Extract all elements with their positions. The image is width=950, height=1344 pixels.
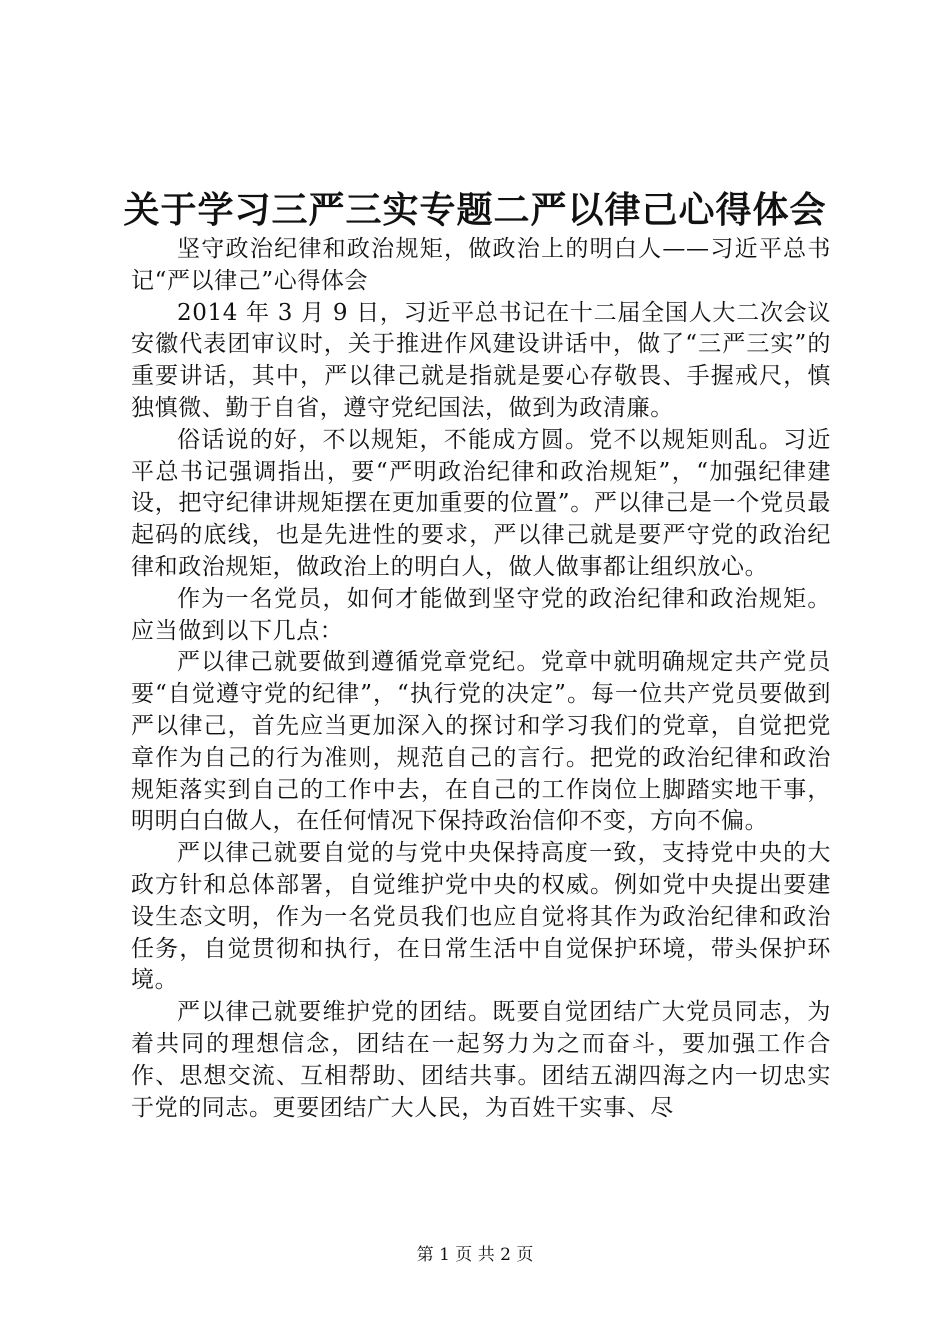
- paragraph: 作为一名党员，如何才能做到坚守党的政治纪律和政治规矩。应当做到以下几点：: [131, 585, 831, 644]
- paragraph: 2014 年 3 月 9 日，习近平总书记在十二届全国人大二次会议安徽代表团审议时，关于推进作风建设讲话中，做了“三严三实”的重要讲话，其中，严以律己就是指就是要心存敬畏、手握戒尺，慎独慎微、勤于自省，遵守党纪国法，做到为政清廉。: [131, 299, 831, 421]
- paragraph: 严以律己就要自觉的与党中央保持高度一致，支持党中央的大政方针和总体部署，自觉维护党中央的权威。例如党中央提出要建设生态文明，作为一名党员我们也应自觉将其作为政治纪律和政治任务，自觉贯彻和执行，在日常生活中自觉保护环境，带头保护环境。: [131, 840, 831, 994]
- paragraph: 严以律己就要做到遵循党章党纪。党章中就明确规定共产党员要“自觉遵守党的纪律”，“执行党的决定”。每一位共产党员要做到严以律己，首先应当更加深入的探讨和学习我们的党章，自觉把党章作为自己的行为准则，规范自己的言行。把党的政治纪律和政治规矩落实到自己的工作中去，在自己的工作岗位上脚踏实地干事，明明白白做人，在任何情况下保持政治信仰不变，方向不偏。: [131, 649, 831, 835]
- document-body: [131, 234, 831, 1124]
- page-footer: 第 1 页 共 2 页: [416, 1245, 534, 1265]
- document-title: 关于学习三严三实专题二严以律己心得体会: [123, 189, 827, 231]
- paragraph: 俗话说的好，不以规矩，不能成方圆。党不以规矩则乱。习近平总书记强调指出，要“严明政治纪律和政治规矩”，“加强纪律建设，把守纪律讲规矩摆在更加重要的位置”。严以律己是一个党员最起码的底线，也是先进性的要求，严以律己就是要严守党的政治纪律和政治规矩，做政治上的明白人，做人做事都让组织放心。: [131, 426, 831, 580]
- paragraph: 严以律己就要维护党的团结。既要自觉团结广大党员同志，为着共同的理想信念，团结在一起努力为之而奋斗，要加强工作合作、思想交流、互相帮助、团结共事。团结五湖四海之内一切忠实于党的同志。更要团结广大人民，为百姓干实事、尽: [131, 999, 831, 1121]
- paragraph-subtitle: 坚守政治纪律和政治规矩，做政治上的明白人——习近平总书记“严以律己”心得体会: [131, 236, 831, 294]
